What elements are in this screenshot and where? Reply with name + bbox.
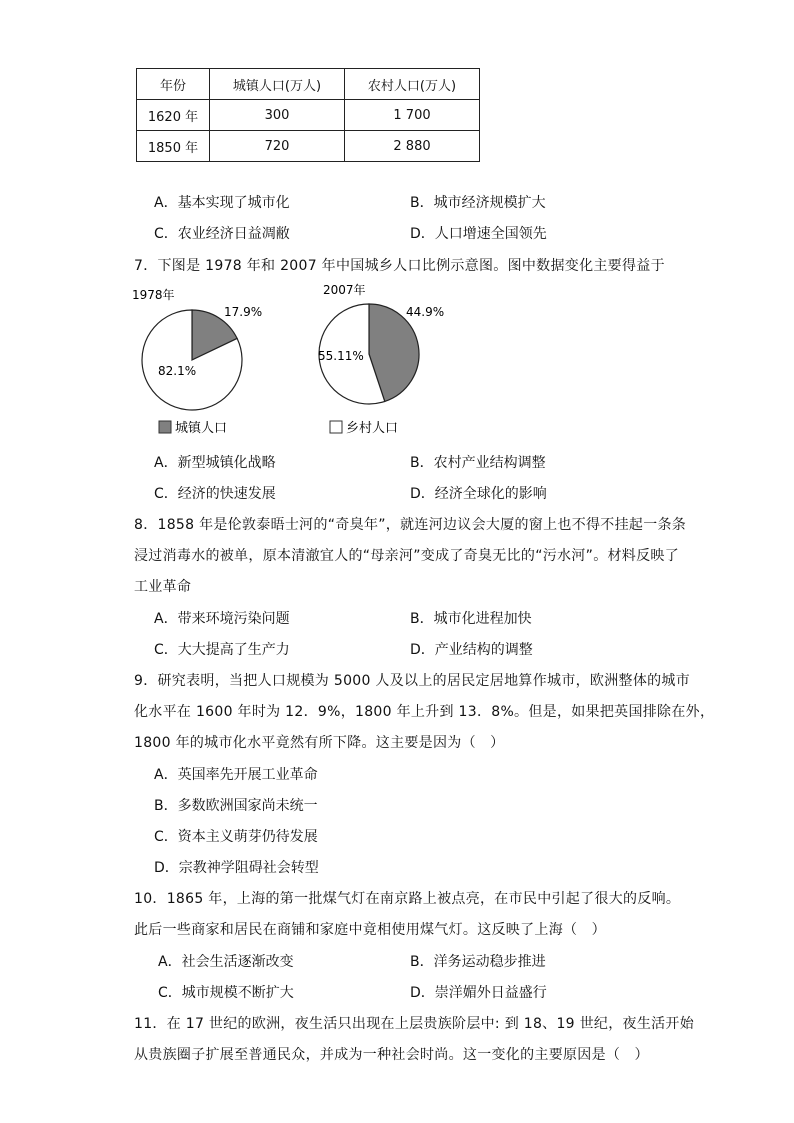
table-cell: 1 700 [345,100,480,131]
q8-option-d: D．产业结构的调整 [410,642,533,658]
q9-line-1: 9．研究表明，当把人口规模为 5000 人及以上的居民定居地算作城市，欧洲整体的城市 [134,673,691,689]
q9-option-c: C．资本主义萌芽仍待发展 [154,829,318,845]
pie-charts-figure [130,282,445,442]
table-row [137,100,480,131]
pie-label-1978-rural: 82.1% [158,364,197,378]
q8-option-a: A．带来环境污染问题 [154,611,290,627]
q8-line-3: 工业革命 [134,579,192,595]
q6-option-d: D．人口增速全国领先 [410,226,547,242]
table-cell: 1850 年 [137,131,210,162]
legend-urban-label: 城镇人口 [175,421,228,436]
q9-option-d: D．宗教神学阻碍社会转型 [154,860,319,876]
q7-option-a: A．新型城镇化战略 [154,455,276,471]
pie-label-2007-urban: 44.9% [406,305,445,319]
q8-option-c: C．大大提高了生产力 [154,642,290,658]
q7-option-d: D．经济全球化的影响 [410,486,547,502]
q10-option-c: C．城市规模不断扩大 [158,985,294,1001]
legend-rural-label: 乡村人口 [346,421,399,436]
table-row [137,131,480,162]
q10-line-1: 10．1865 年，上海的第一批煤气灯在南京路上被点亮，在市民中引起了很大的反响。 [134,891,681,907]
pie-label-2007-rural: 55.11% [318,349,364,363]
table-cell: 300 [210,100,345,131]
q10-option-b: B．洋务运动稳步推进 [410,954,546,970]
q10-line-2: 此后一些商家和居民在商铺和家庭中竟相使用煤气灯。这反映了上海（ ） [134,922,606,938]
table-cell: 2 880 [345,131,480,162]
q11-line-1: 11．在 17 世纪的欧洲，夜生活只出现在上层贵族阶层中: 到 18、19 世纪，夜生活开始 [134,1016,695,1032]
q10-option-d: D．崇洋媚外日益盛行 [410,985,547,1001]
q7-stem: 7．下图是 1978 年和 2007 年中国城乡人口比例示意图。图中数据变化主要得益于 [134,258,665,274]
table-cell: 720 [210,131,345,162]
table-header-cell: 城镇人口(万人) [210,69,345,100]
legend-rural-swatch [330,421,342,433]
q8-line-2: 浸过消毒水的被单，原本清澈宜人的“母亲河”变成了奇臭无比的“污水河”。材料反映了 [134,548,680,564]
q8-option-b: B．城市化进程加快 [410,611,532,627]
pie-title-1978: 1978年 [132,288,175,302]
q6-option-b: B．城市经济规模扩大 [410,195,546,211]
legend-urban-swatch [159,421,171,433]
q8-line-1: 8．1858 年是伦敦泰晤士河的“奇臭年”，就连河边议会大厦的窗上也不得不挂起一条条 [134,517,687,533]
q9-line-2: 化水平在 1600 年时为 12．9%，1800 年上升到 13．8%。但是，如果把英国排除在外， [134,704,715,720]
q9-option-a: A．英国率先开展工业革命 [154,767,318,783]
table-header-row [137,69,480,100]
q9-option-b: B．多数欧洲国家尚未统一 [154,798,318,814]
q9-line-3: 1800 年的城市化水平竟然有所下降。这主要是因为（ ） [134,735,505,751]
q10-option-a: A．社会生活逐渐改变 [158,954,294,970]
q11-line-2: 从贵族圈子扩展至普通民众，并成为一种社会时尚。这一变化的主要原因是（ ） [134,1047,649,1063]
q6-option-c: C．农业经济日益凋敝 [154,226,290,242]
pie-1978 [142,310,242,410]
table-cell: 1620 年 [137,100,210,131]
pie-title-2007: 2007年 [323,283,366,297]
q7-option-b: B．农村产业结构调整 [410,455,546,471]
table-header-cell: 农村人口(万人) [345,69,480,100]
q6-option-a: A．基本实现了城市化 [154,195,290,211]
population-table [136,68,480,162]
table-header-cell: 年份 [137,69,210,100]
q7-option-c: C．经济的快速发展 [154,486,276,502]
pie-label-1978-urban: 17.9% [224,305,263,319]
